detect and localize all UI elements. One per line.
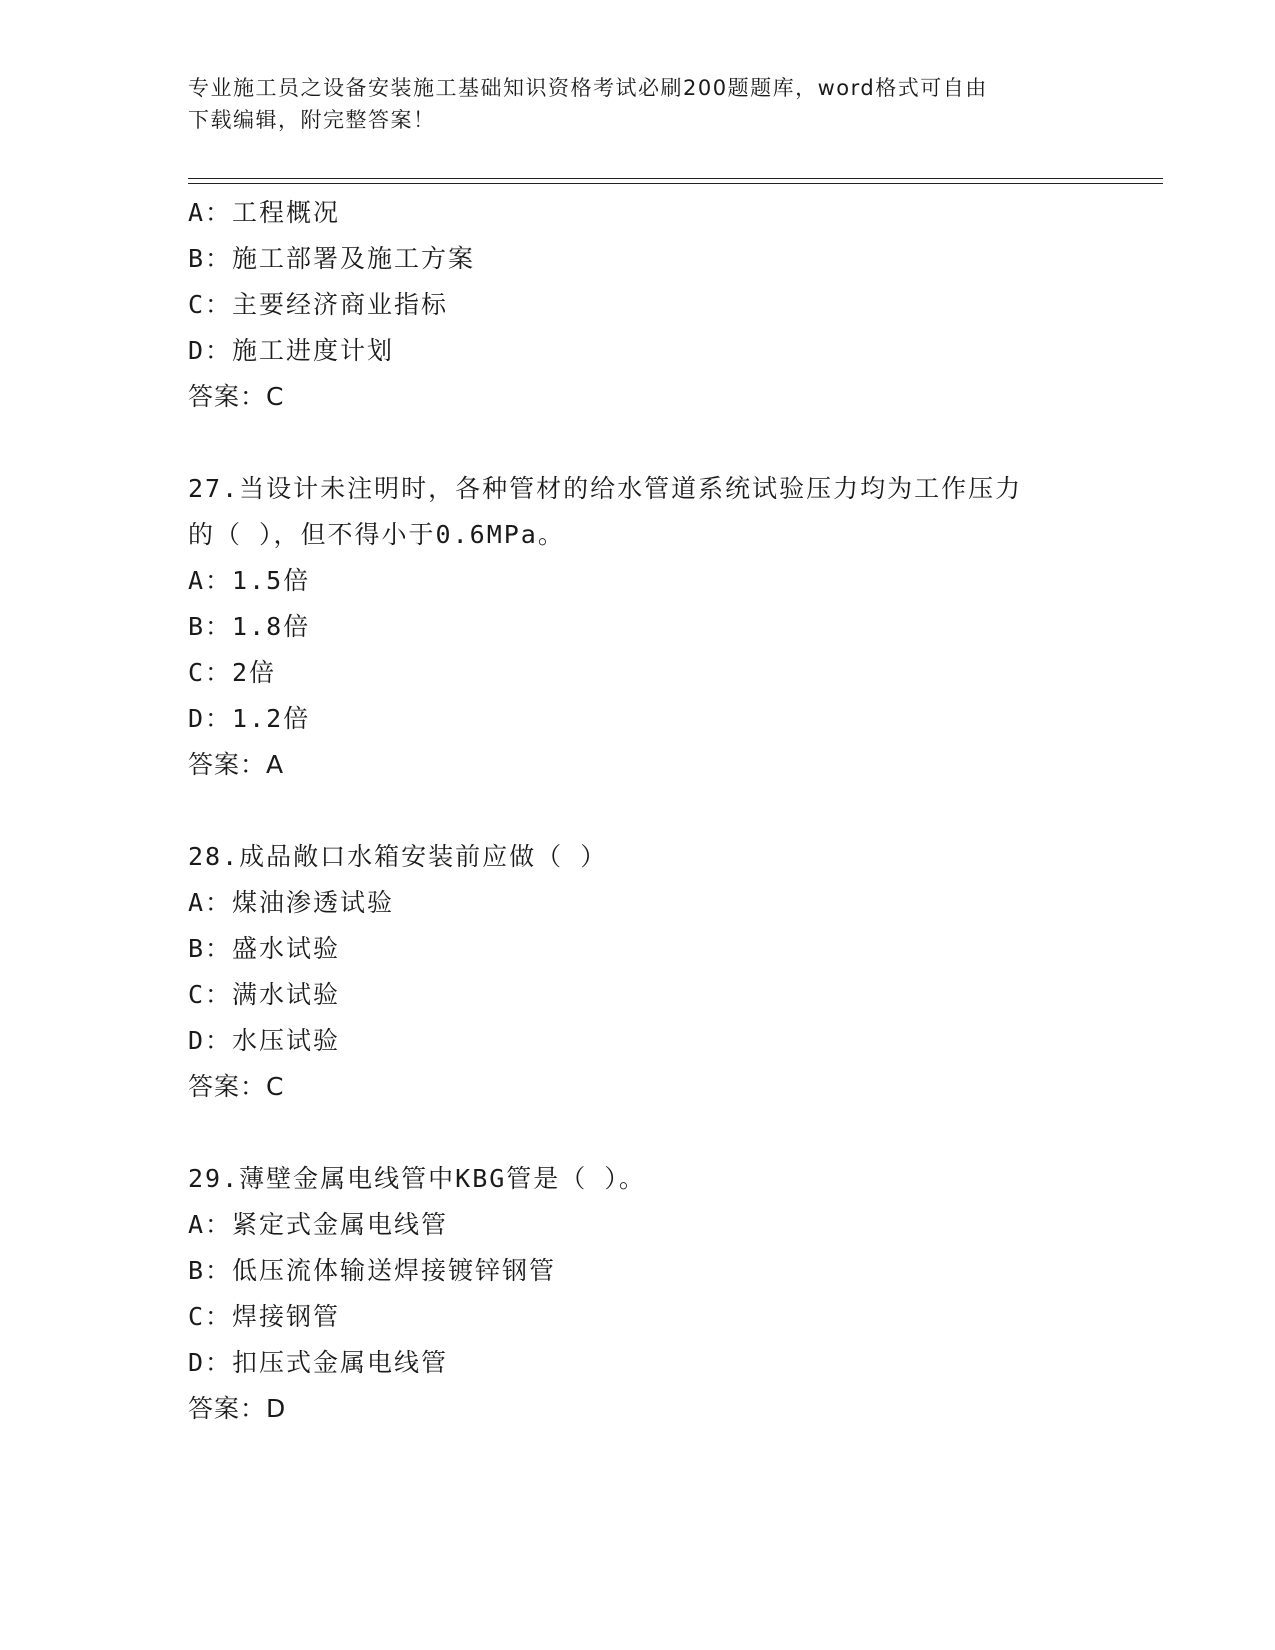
header-line-1: 专业施工员之设备安装施工基础知识资格考试必刷200题题库，word格式可自由 (188, 76, 988, 100)
option-c: C：满水试验 (188, 980, 341, 1009)
option-b: B：低压流体输送焊接镀锌钢管 (188, 1256, 557, 1285)
answer-line: 答案：D (188, 1394, 287, 1423)
spacer (188, 420, 1088, 466)
answer-line: 答案：A (188, 750, 285, 779)
option-a: A：工程概况 (188, 198, 341, 227)
option-a: A：紧定式金属电线管 (188, 1210, 449, 1239)
option-c: C：主要经济商业指标 (188, 290, 449, 319)
option-b: B：施工部署及施工方案 (188, 244, 476, 273)
header-line-2: 下载编辑，附完整答案！ (188, 108, 436, 132)
question-27-block (188, 466, 1088, 788)
spacer (188, 1110, 1088, 1156)
header-divider-bottom (188, 183, 1163, 184)
option-c: C：2倍 (188, 658, 277, 687)
answer-line: 答案：C (188, 1072, 285, 1101)
question-content (188, 190, 1088, 1432)
document-header (188, 72, 1088, 136)
spacer (188, 788, 1088, 834)
answer-line: 答案：C (188, 382, 285, 411)
question-text-line-1: 27.当设计未注明时，各种管材的给水管道系统试验压力均为工作压力 (188, 474, 1023, 503)
option-d: D：扣压式金属电线管 (188, 1348, 449, 1377)
question-29-block (188, 1156, 1088, 1432)
option-a: A：1.5倍 (188, 566, 311, 595)
question-text: 29.薄壁金属电线管中KBG管是（ ）。 (188, 1164, 646, 1193)
question-text-line-2: 的（ ），但不得小于0.6MPa。 (188, 520, 565, 549)
option-d: D：1.2倍 (188, 704, 311, 733)
option-d: D：施工进度计划 (188, 336, 395, 365)
question-28-block (188, 834, 1088, 1110)
question-26-block (188, 190, 1088, 420)
header-divider-top (188, 178, 1163, 179)
option-a: A：煤油渗透试验 (188, 888, 395, 917)
question-text: 28.成品敞口水箱安装前应做（ ） (188, 842, 608, 871)
option-c: C：焊接钢管 (188, 1302, 341, 1331)
option-b: B：盛水试验 (188, 934, 341, 963)
option-b: B：1.8倍 (188, 612, 311, 641)
option-d: D：水压试验 (188, 1026, 341, 1055)
